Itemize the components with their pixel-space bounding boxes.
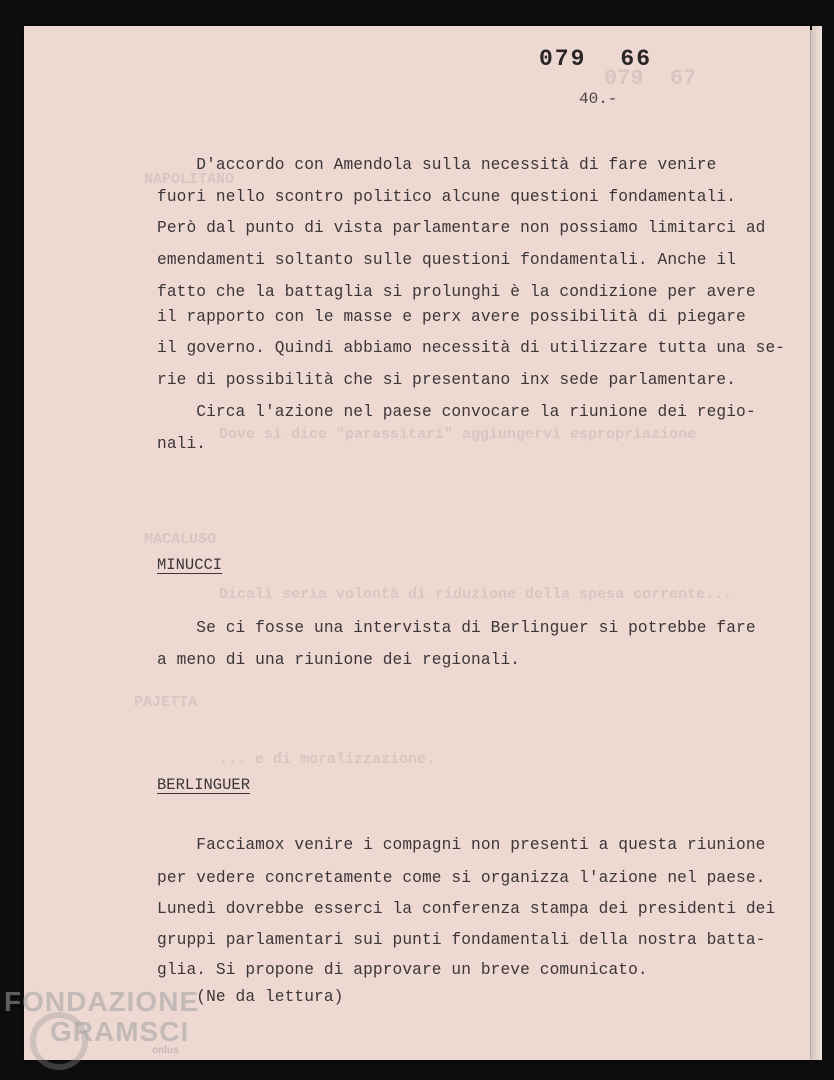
text-line: D'accordo con Amendola sulla necessità di fare venire [157,156,717,174]
bleed-through-mark: NAPOLITANO [144,171,235,188]
document-number-part: 66 [620,46,653,72]
text-line: per vedere concretamente come si organizza l'azione nel paese. [157,869,766,887]
text-line: il governo. Quindi abbiamo necessità di utilizzare tutta una se- [157,339,786,357]
text-line: Lunedì dovrebbe esserci la conferenza stampa dei presidenti dei [157,900,776,918]
bleed-through-mark: Dicali seria volontà di riduzione della spesa corrente... [219,586,733,603]
text-line: Circa l'azione nel paese convocare la riunione dei regio- [157,403,756,421]
text-line: emendamenti soltanto sulle questioni fondamentali. Anche il [157,251,737,269]
text-line: rie di possibilità che si presentano inx sede parlamentare. [157,371,737,389]
text-line: Però dal punto di vista parlamentare non possiamo limitarci ad [157,219,766,237]
bleed-through-mark: Dove si dice "parassitari" aggiungervi espropriazione [219,426,697,443]
document-number-part: 079 [539,46,587,72]
speaker-heading-berlinguer: BERLINGUER [157,776,251,794]
text-line: fuori nello scontro politico alcune questioni fondamentali. [157,188,737,206]
text-line: (Ne da lettura) [157,988,344,1006]
watermark-line: GRAMSCI [50,1016,190,1047]
watermark-line: FONDAZIONE [4,986,200,1017]
page-number: 40.- [579,90,618,108]
document-number [539,46,652,72]
text-line: a meno di una riunione dei regionali. [157,651,521,669]
text-line: Facciamox venire i compagni non presenti a questa riunione [157,836,766,854]
text-line: glia. Si propone di approvare un breve comunicato. [157,961,648,979]
bleed-through-mark: PAJETTA [134,694,198,711]
speaker-heading-minucci: MINUCCI [157,556,223,574]
document-page [24,26,810,1060]
watermark [4,988,199,1056]
text-line: il rapporto con le masse e perx avere possibilità di piegare [157,308,746,326]
text-line: nali. [157,435,207,453]
page-edge [812,26,822,1060]
bleed-through-mark: MACALUSO [144,531,217,548]
text-line: Se ci fosse una intervista di Berlinguer si potrebbe fare [157,619,756,637]
watermark-line: onlus [152,1045,179,1056]
bleed-through-mark: ... e di moralizzazione. [219,751,436,768]
bleed-through-mark: 079 67 [604,66,697,91]
text-line: gruppi parlamentari sui punti fondamentali della nostra batta- [157,931,766,949]
text-line: fatto che la battaglia si prolunghi è la condizione per avere [157,283,756,301]
